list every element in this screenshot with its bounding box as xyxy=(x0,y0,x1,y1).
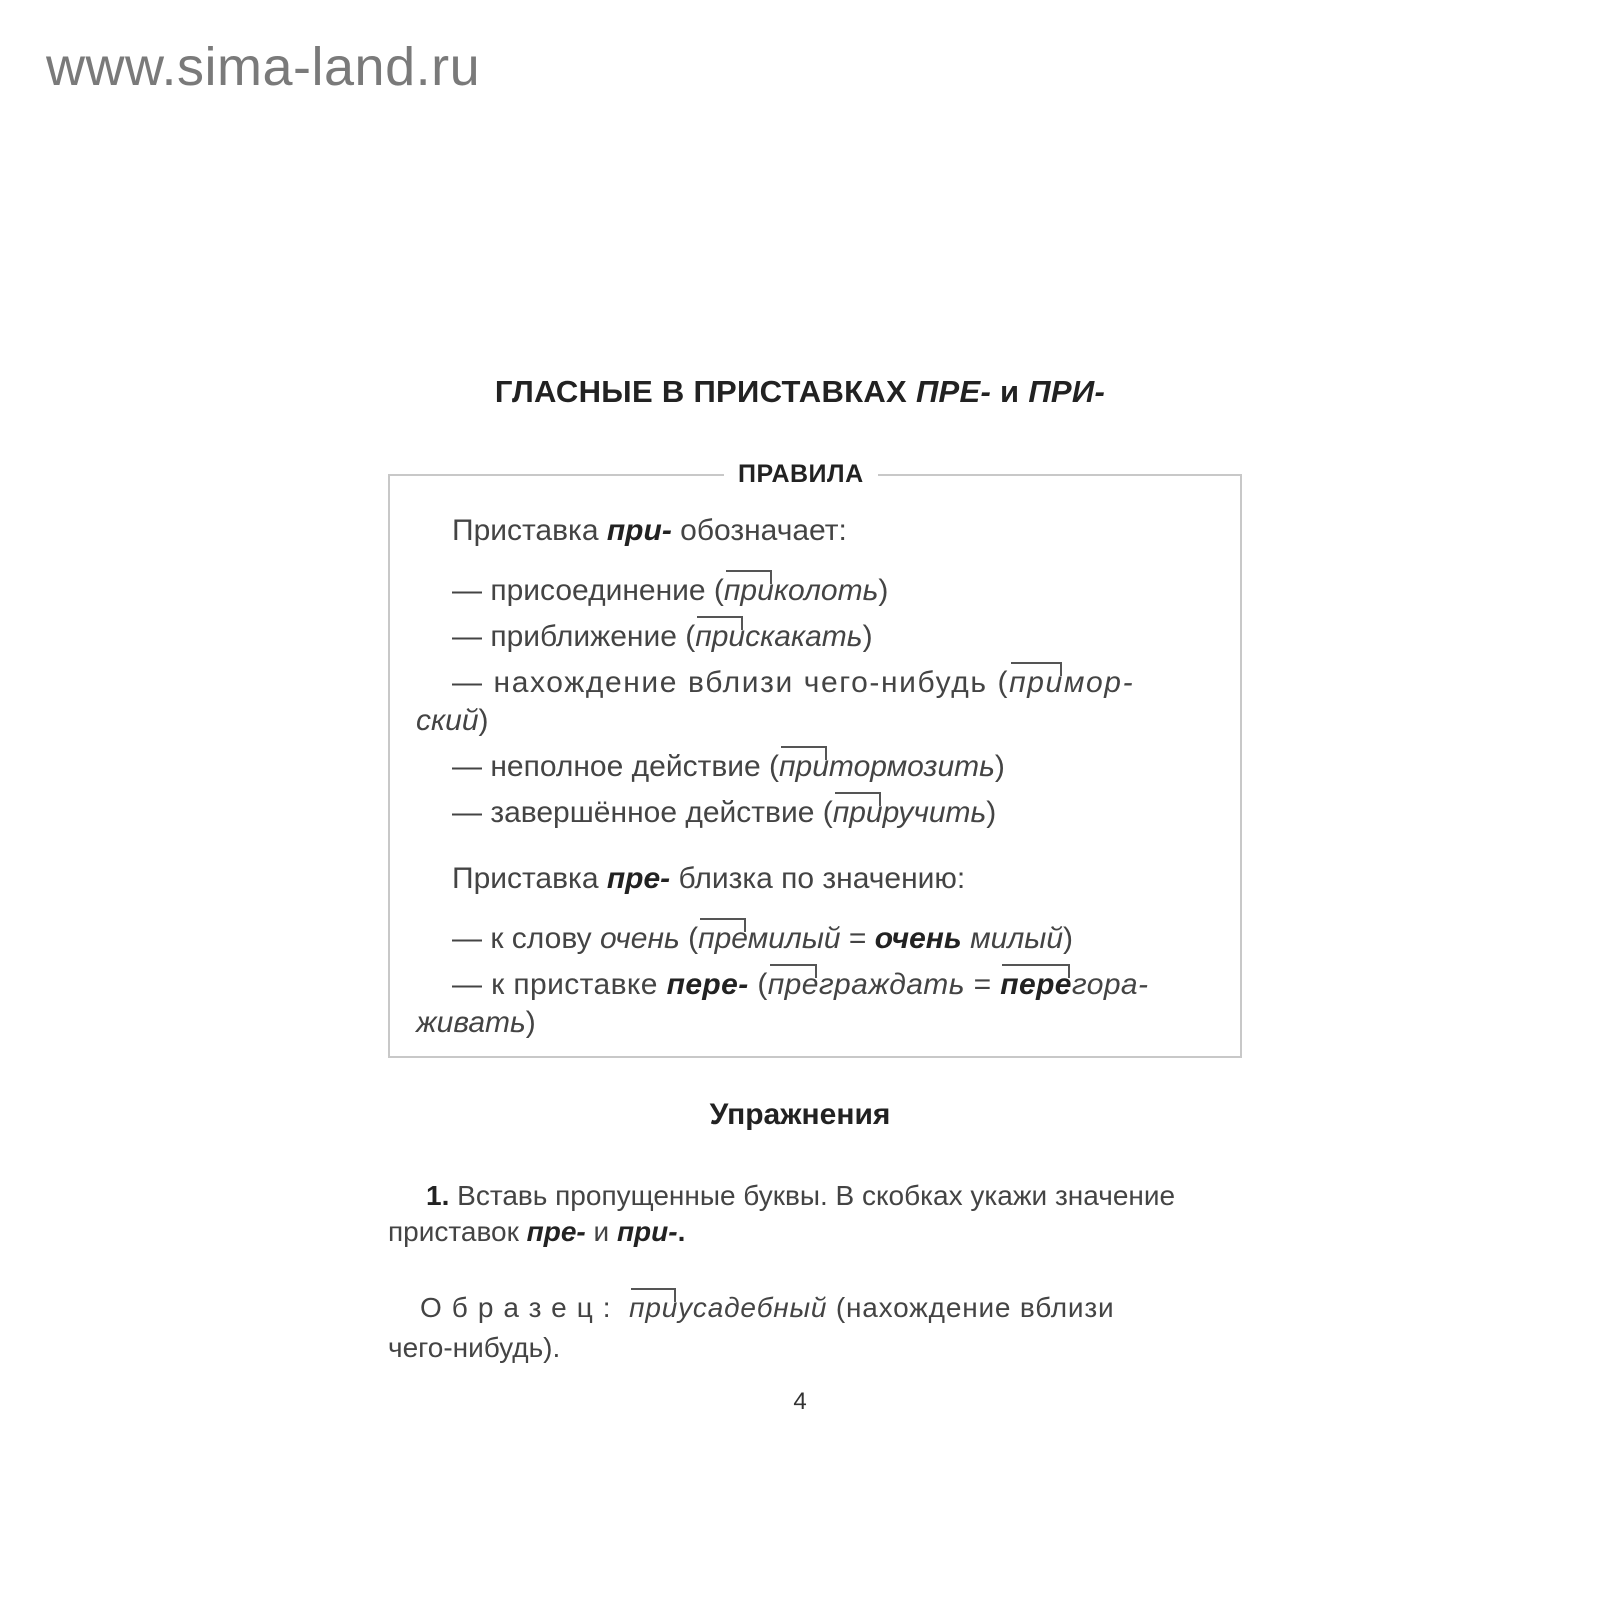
rule-item-text: — завершённое действие ( xyxy=(452,796,833,829)
rule-item-1 xyxy=(452,574,888,608)
prefix-mark: при xyxy=(1009,666,1064,699)
watermark: www.sima-land.ru xyxy=(46,37,481,97)
rule-item-text: — нахождение вблизи чего-нибудь ( xyxy=(452,666,1010,699)
word-rest: колоть xyxy=(773,574,879,607)
prefix-mark: при xyxy=(695,620,746,653)
word-cont: ский xyxy=(416,704,479,737)
rule-item-3 xyxy=(452,666,1134,700)
paren-close: ) xyxy=(478,704,489,737)
prefix-mark: пере xyxy=(1000,968,1072,1001)
paren-close: ) xyxy=(878,574,889,607)
pre-item-1 xyxy=(452,922,1073,956)
rule-item-2 xyxy=(452,620,873,654)
prefix-mark: при xyxy=(723,574,774,607)
sample-line-1 xyxy=(420,1292,1114,1324)
pri-intro-c: обозначает: xyxy=(671,514,847,547)
word-rest: гора- xyxy=(1071,968,1149,1001)
word-rest: граждать xyxy=(818,968,965,1001)
rule-item-3-cont xyxy=(416,704,489,738)
title-pre: ПРЕ- xyxy=(915,374,992,409)
paren-close: ) xyxy=(1063,922,1074,955)
pri-intro-prefix: при- xyxy=(606,514,672,547)
task-line-2 xyxy=(388,1216,685,1248)
pri-intro xyxy=(452,514,847,548)
word-rest: тормозить xyxy=(828,750,995,783)
title-and: и xyxy=(991,374,1029,409)
bold-word: очень xyxy=(874,922,962,955)
rules-legend: ПРАВИЛА xyxy=(724,460,878,489)
prefix-mark: при xyxy=(779,750,829,783)
task-pre: пре- xyxy=(526,1216,586,1247)
word-tail: милый xyxy=(961,922,1064,955)
task-number: 1. xyxy=(426,1180,450,1211)
title-pri: ПРИ- xyxy=(1028,374,1106,409)
task-line-1 xyxy=(426,1180,1175,1212)
word-rest: ручить xyxy=(882,796,987,829)
task-and: и xyxy=(585,1216,617,1247)
word-rest: мор- xyxy=(1063,666,1135,699)
equals: = xyxy=(840,922,875,955)
pre-intro-prefix: пре- xyxy=(606,862,671,895)
sample-word: усадебный xyxy=(678,1292,828,1323)
page-number: 4 xyxy=(793,1388,807,1415)
rule-item-text: — приближение ( xyxy=(452,620,696,653)
bold-word: пере- xyxy=(666,968,749,1001)
pre-intro xyxy=(452,862,965,896)
task-dot: . xyxy=(677,1216,686,1247)
title-main: ГЛАСНЫЕ В ПРИСТАВКАХ xyxy=(494,374,916,409)
task-pri: при- xyxy=(616,1216,678,1247)
word-cont: живать xyxy=(416,1006,526,1039)
pre-item-word: очень xyxy=(599,922,680,955)
prefix-mark: при xyxy=(832,796,883,829)
paren-close: ) xyxy=(862,620,873,653)
word-rest: скакать xyxy=(745,620,863,653)
prefix-mark: пре xyxy=(698,922,748,955)
paren-open: ( xyxy=(679,922,699,955)
pre-item-text: — к приставке xyxy=(452,968,667,1001)
sample-desc: (нахождение вблизи xyxy=(827,1292,1115,1323)
paren-close: ) xyxy=(986,796,997,829)
equals: = xyxy=(964,968,1001,1001)
prefix-mark: пре xyxy=(767,968,819,1001)
paren-open: ( xyxy=(748,968,768,1001)
pri-intro-a: Приставка xyxy=(452,514,607,547)
task-text: Вставь пропущенные буквы. В скобках укажи значение xyxy=(449,1180,1176,1211)
sample-line-2 xyxy=(388,1332,560,1364)
exercises-heading: Упражнения xyxy=(709,1098,891,1131)
rule-item-text: — присоединение ( xyxy=(452,574,724,607)
pre-intro-c: близка по значению: xyxy=(670,862,966,895)
pre-item-2 xyxy=(452,968,1148,1002)
pre-item-text: — к слову xyxy=(452,922,600,955)
task-text-2: приставок xyxy=(388,1216,527,1247)
sample-cont: чего-нибудь). xyxy=(388,1332,561,1363)
paren-close: ) xyxy=(994,750,1005,783)
page-title xyxy=(0,374,1600,410)
pre-item-2-cont xyxy=(416,1006,536,1040)
rule-item-4 xyxy=(452,750,1005,784)
paren-close: ) xyxy=(525,1006,536,1039)
rule-item-5 xyxy=(452,796,996,830)
pre-intro-a: Приставка xyxy=(452,862,607,895)
sample-label: Образец: xyxy=(420,1292,621,1323)
word-rest: милый xyxy=(747,922,841,955)
rule-item-text: — неполное действие ( xyxy=(452,750,780,783)
prefix-mark: при xyxy=(629,1292,679,1323)
